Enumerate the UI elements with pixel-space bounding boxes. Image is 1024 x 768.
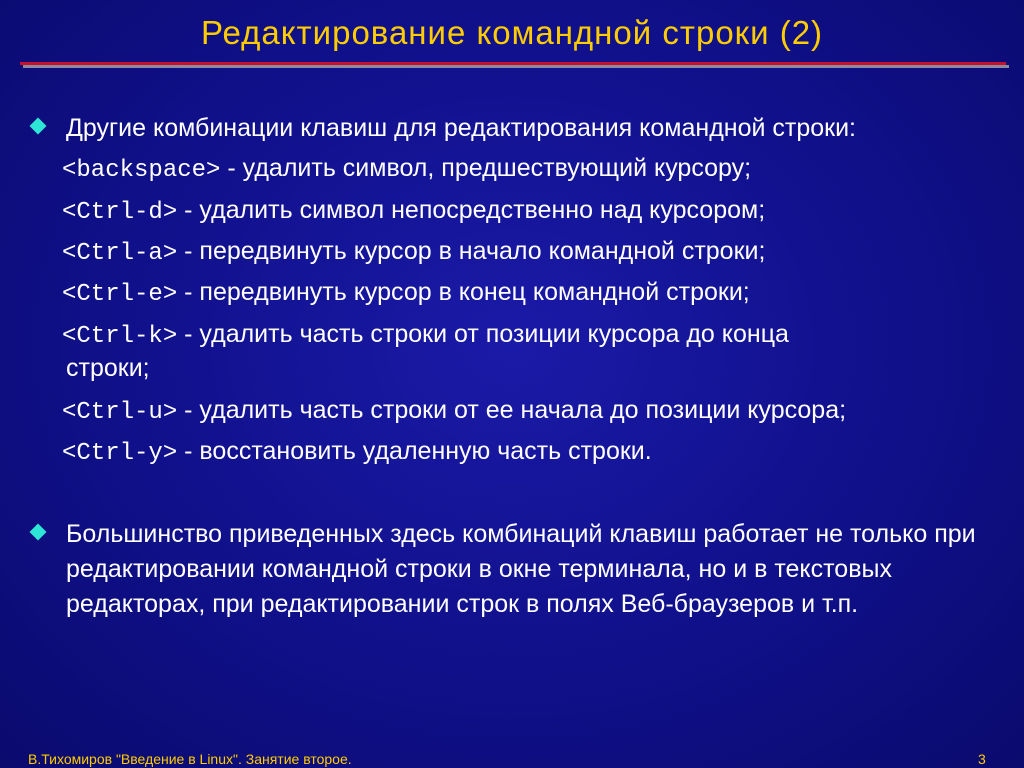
shortcut-desc: - удалить часть строки от позиции курсора до конца — [177, 320, 789, 348]
shortcut-line — [62, 396, 846, 426]
shortcut-desc: - передвинуть курсор в конец командной строки; — [177, 278, 750, 306]
shortcut-desc: - удалить часть строки от ее начала до позиции курсора; — [177, 396, 847, 424]
shortcut-line — [62, 154, 751, 184]
shortcut-key: <Ctrl-u> — [62, 399, 178, 426]
shortcut-line — [62, 237, 765, 267]
bullet-intro: Другие комбинации клавиш для редактирования командной строки: — [66, 114, 857, 142]
shortcut-line — [62, 437, 652, 467]
shortcut-desc: - удалить символ, предшествующий курсору; — [220, 154, 752, 182]
bullet-note: Большинство приведенных здесь комбинаций клавиш работает не только при редактировании командной строки в окне терминала, но и в текстовых редакторах, при редактировании строк в полях Веб-браузеров и т.п. — [66, 520, 976, 618]
shortcut-desc: - восстановить удаленную часть строки. — [177, 437, 652, 465]
footer-caption: В.Тихомиров "Введение в Linux". Занятие второе. — [28, 751, 352, 767]
slide-title: Редактирование командной строки (2) — [200, 14, 824, 51]
shortcut-line — [62, 196, 765, 226]
divider-line — [20, 62, 1006, 65]
shortcut-desc: - передвинуть курсор в начало командной строки; — [177, 237, 766, 265]
divider-shadow — [23, 65, 1009, 68]
shortcut-key: <backspace> — [62, 157, 221, 184]
diamond-bullet-icon — [30, 118, 47, 135]
shortcut-key: <Ctrl-d> — [62, 199, 178, 226]
shortcut-continuation: строки; — [66, 354, 150, 382]
diamond-bullet-icon — [30, 524, 47, 541]
shortcut-line — [62, 320, 789, 350]
title-divider — [20, 62, 1006, 67]
shortcut-key: <Ctrl-k> — [62, 323, 178, 350]
shortcut-line — [62, 278, 750, 308]
shortcut-key: <Ctrl-a> — [62, 240, 178, 267]
shortcut-key: <Ctrl-e> — [62, 281, 178, 308]
shortcut-desc: - удалить символ непосредственно над курсором; — [177, 196, 766, 224]
page-number: 3 — [978, 751, 986, 767]
shortcut-key: <Ctrl-y> — [62, 440, 178, 467]
